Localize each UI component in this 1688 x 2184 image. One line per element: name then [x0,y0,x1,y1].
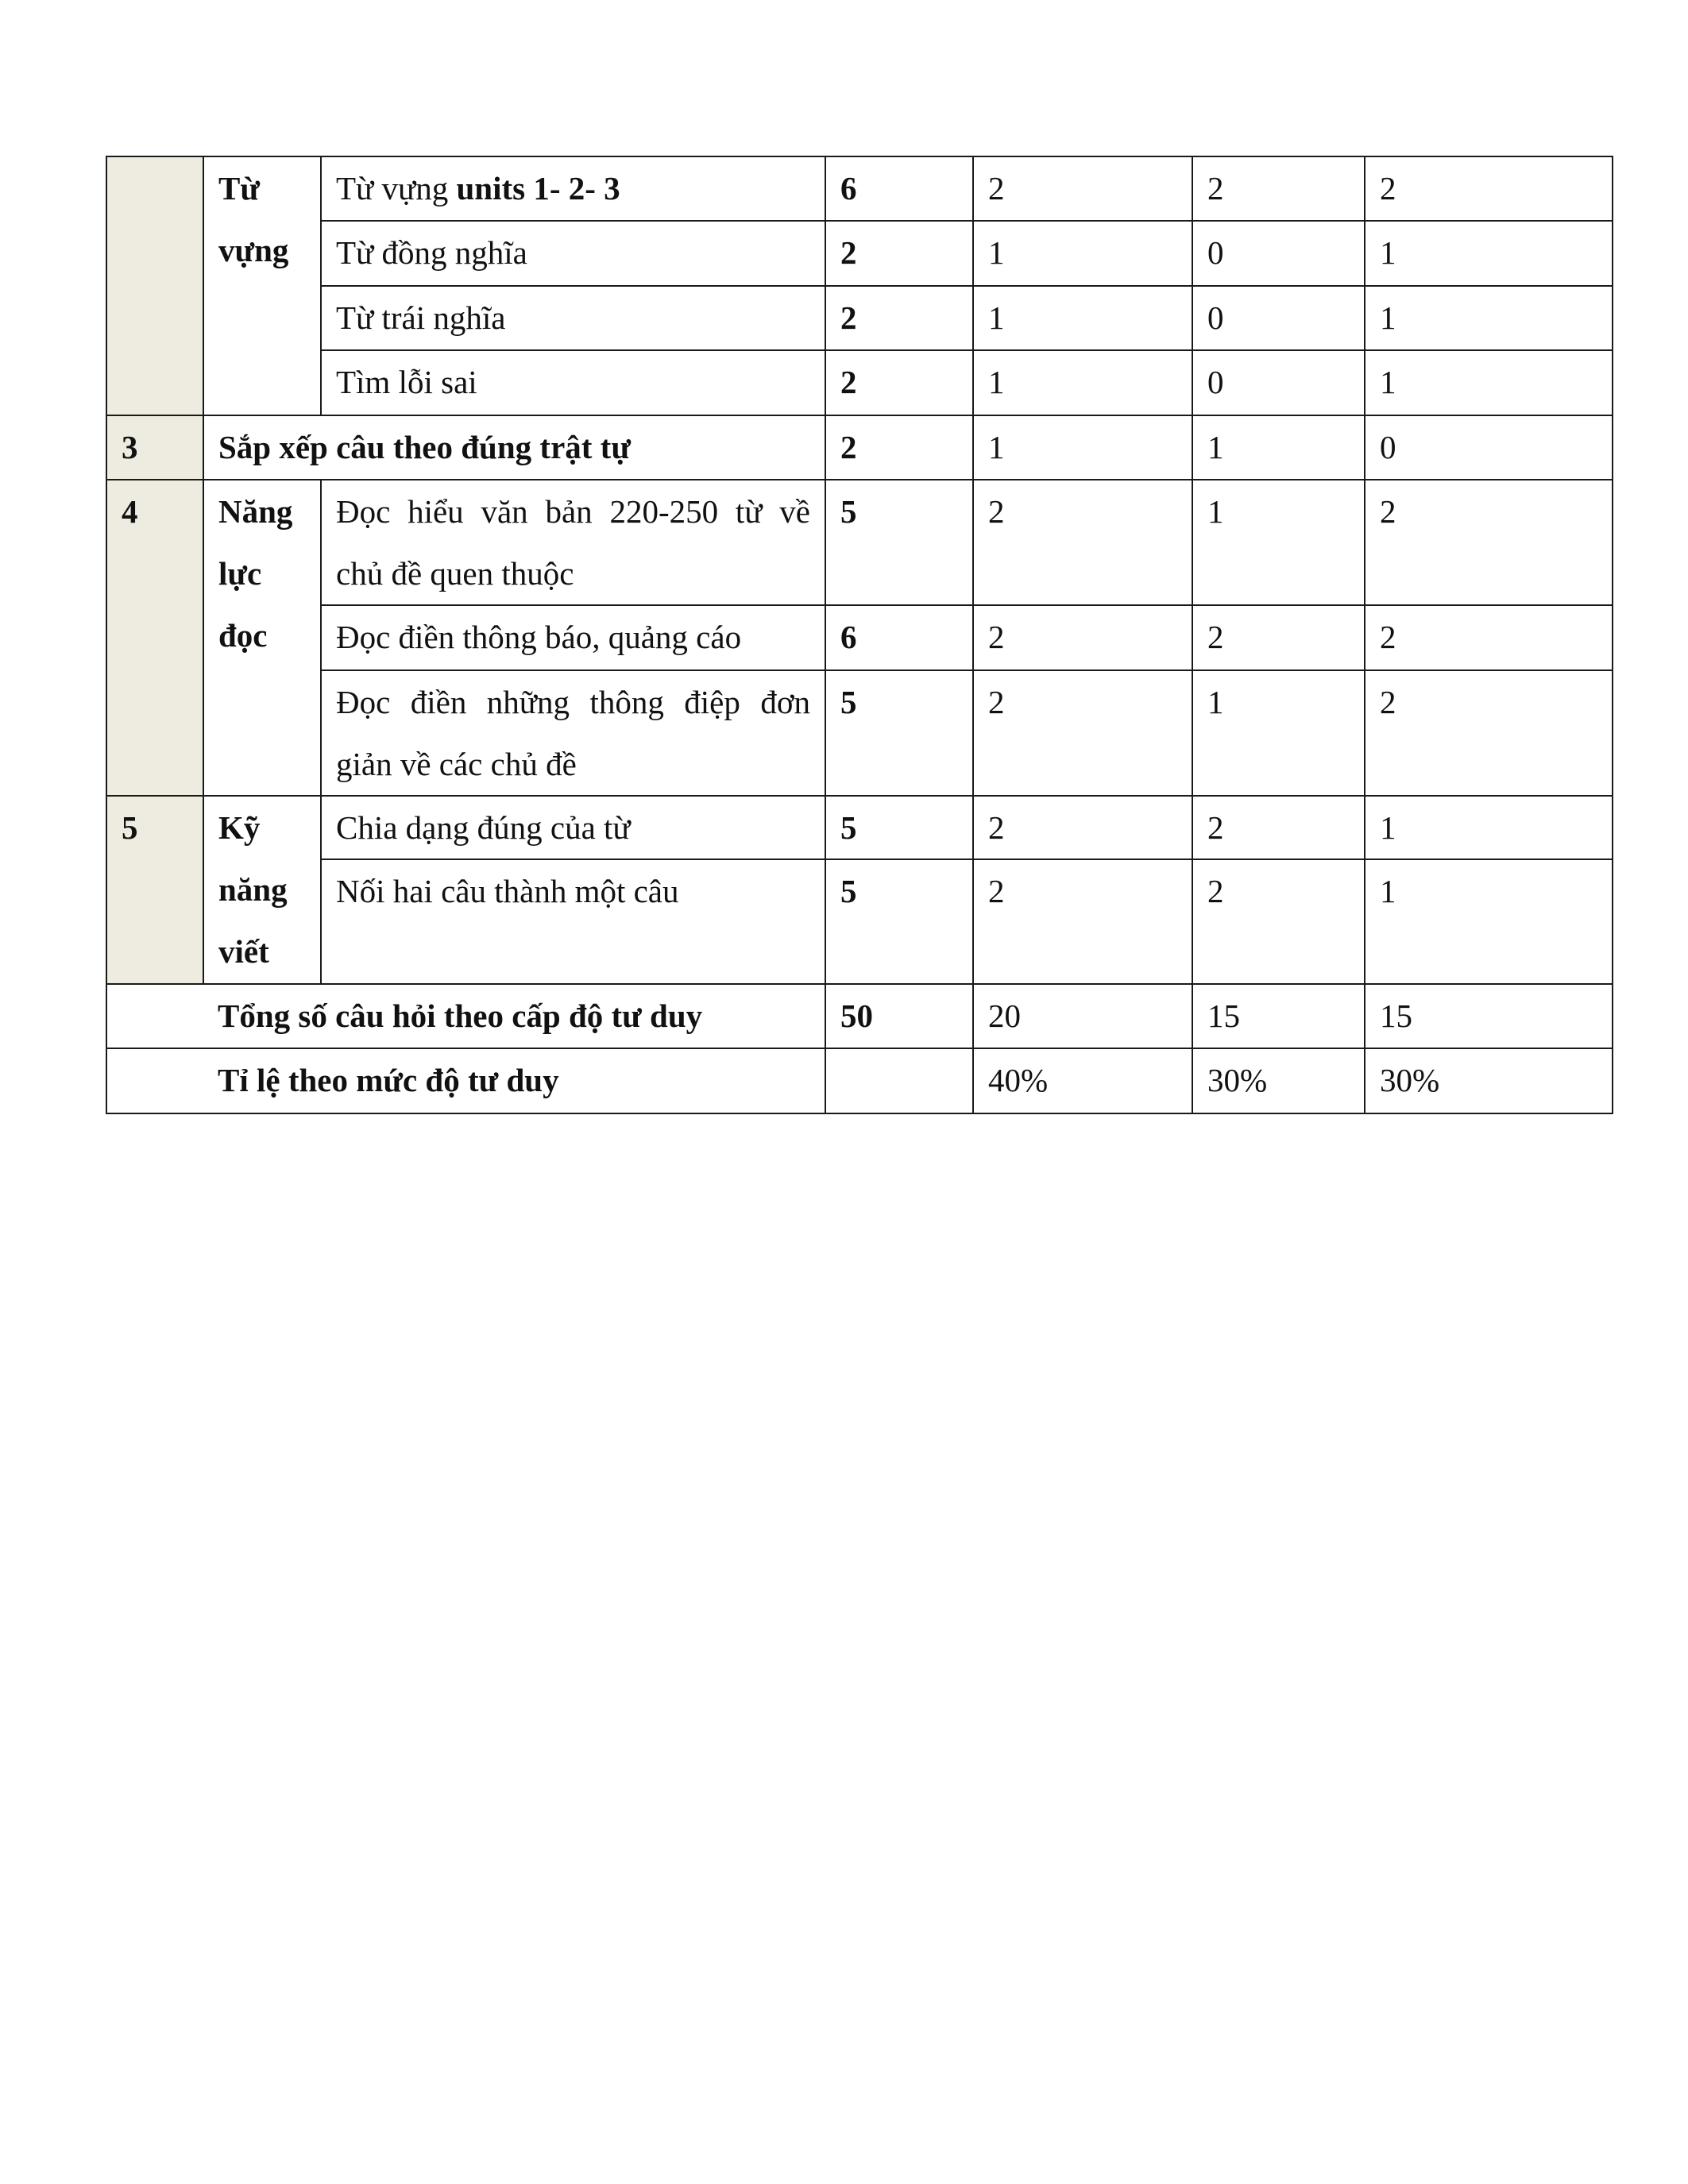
spacer-cell [106,984,203,1048]
level2-cell: 2 [1192,859,1365,984]
table-row [106,859,1613,984]
level3-cell: 30% [1365,1048,1613,1113]
level2-cell: 2 [1192,796,1365,859]
level3-cell: 2 [1365,480,1613,605]
level2-cell: 1 [1192,415,1365,480]
total-cell: 50 [825,984,973,1048]
level3-cell: 1 [1365,350,1613,415]
level1-cell: 1 [973,350,1192,415]
content-cell: Từ đồng nghĩa [321,221,825,286]
category-cell-writing: Kỹ năng viết [203,796,321,984]
level3-cell: 1 [1365,796,1613,859]
level2-cell: 2 [1192,156,1365,221]
ratio-label-cell: Tỉ lệ theo mức độ tư duy [203,1048,825,1113]
table-row [106,670,1613,796]
level1-cell: 2 [973,796,1192,859]
section-number-cell: 5 [106,796,203,984]
level2-cell: 2 [1192,605,1365,670]
total-cell: 2 [825,350,973,415]
level1-cell: 2 [973,859,1192,984]
total-cell: 6 [825,156,973,221]
level1-cell: 1 [973,286,1192,350]
level1-cell: 20 [973,984,1192,1048]
level2-cell: 30% [1192,1048,1365,1113]
level1-cell: 1 [973,415,1192,480]
content-cell: Từ vựng units 1- 2- 3 [321,156,825,221]
level1-cell: 40% [973,1048,1192,1113]
table-row [106,480,1613,605]
content-cell: Nối hai câu thành một câu [321,859,825,984]
level1-cell: 2 [973,670,1192,796]
total-label-cell: Tổng số câu hỏi theo cấp độ tư duy [203,984,825,1048]
total-cell: 5 [825,480,973,605]
category-cell-reading: Năng lực đọc [203,480,321,796]
level3-cell: 1 [1365,859,1613,984]
level3-cell: 1 [1365,221,1613,286]
level2-cell: 1 [1192,670,1365,796]
level2-cell: 1 [1192,480,1365,605]
table-row [106,415,1613,480]
level3-cell: 2 [1365,605,1613,670]
total-cell: 2 [825,286,973,350]
level2-cell: 15 [1192,984,1365,1048]
content-cell: Đọc hiểu văn bản 220-250 từ về chủ đề quen thuộc [321,480,825,605]
table-row-total [106,984,1613,1048]
content-cell: Sắp xếp câu theo đúng trật tự [203,415,825,480]
level2-cell: 0 [1192,350,1365,415]
total-cell: 6 [825,605,973,670]
total-cell: 5 [825,796,973,859]
level3-cell: 0 [1365,415,1613,480]
question-matrix-table [106,156,1613,1114]
content-cell: Đọc điền thông báo, quảng cáo [321,605,825,670]
table-row [106,605,1613,670]
table-row [106,350,1613,415]
level3-cell: 2 [1365,670,1613,796]
table-row-ratio [106,1048,1613,1113]
total-cell: 2 [825,415,973,480]
level1-cell: 1 [973,221,1192,286]
content-cell: Từ trái nghĩa [321,286,825,350]
content-cell: Đọc điền những thông điệp đơn giản về các chủ đề [321,670,825,796]
total-cell: 2 [825,221,973,286]
total-cell [825,1048,973,1113]
level3-cell: 1 [1365,286,1613,350]
section-number-cell [106,156,203,415]
section-number-cell: 3 [106,415,203,480]
table-row [106,286,1613,350]
table-row [106,796,1613,859]
level2-cell: 0 [1192,286,1365,350]
level1-cell: 2 [973,480,1192,605]
content-cell: Chia dạng đúng của từ [321,796,825,859]
total-cell: 5 [825,859,973,984]
level3-cell: 15 [1365,984,1613,1048]
total-cell: 5 [825,670,973,796]
level3-cell: 2 [1365,156,1613,221]
table-row [106,221,1613,286]
category-cell-vocabulary: Từ vựng [203,156,321,415]
level2-cell: 0 [1192,221,1365,286]
table-row [106,156,1613,221]
level1-cell: 2 [973,156,1192,221]
content-cell: Tìm lỗi sai [321,350,825,415]
spacer-cell [106,1048,203,1113]
level1-cell: 2 [973,605,1192,670]
section-number-cell: 4 [106,480,203,796]
